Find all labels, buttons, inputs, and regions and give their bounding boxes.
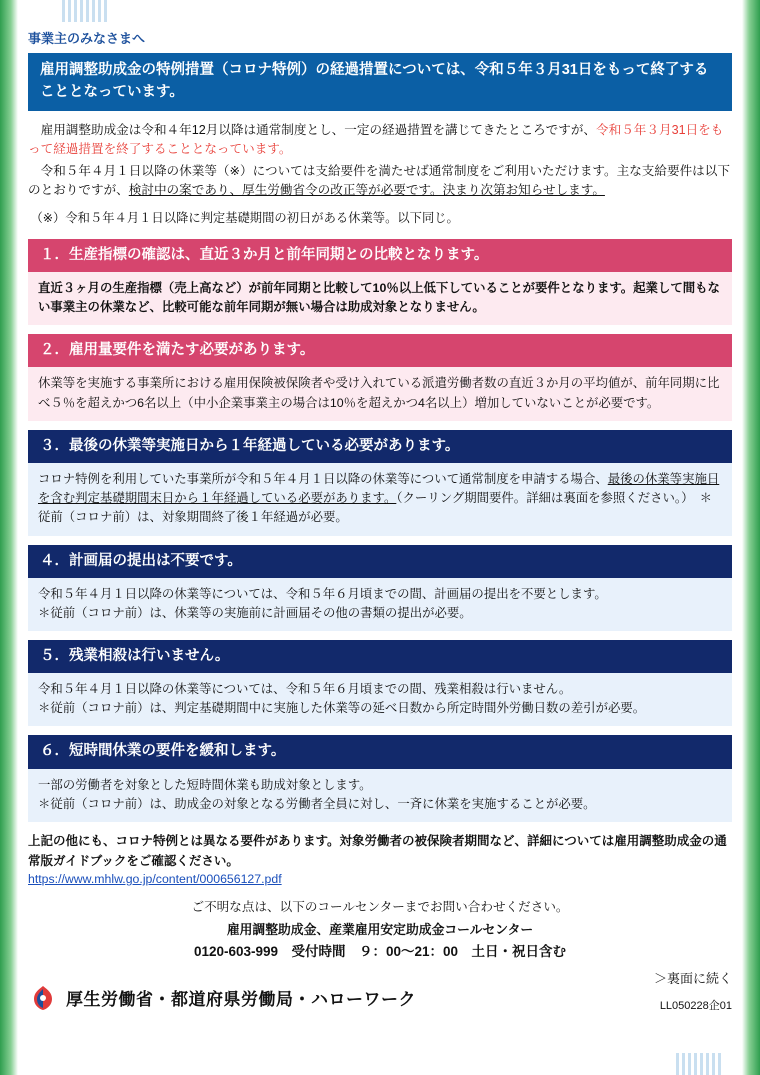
- section-title: 雇用量要件を満たす必要があります。: [69, 342, 315, 359]
- section-number: ４．: [40, 552, 69, 569]
- section-heading: [28, 239, 732, 272]
- mhlw-logo-group: [28, 983, 654, 1013]
- section-title: 生産指標の確認は、直近３か月と前年同期との比較となります。: [69, 247, 489, 263]
- section-heading: [28, 640, 732, 673]
- continue-notice: ＞裏面に続く: [653, 970, 732, 986]
- section-heading: [28, 735, 732, 768]
- decorative-top-pattern: [62, 0, 108, 22]
- section-title: 短時間休業の要件を緩和します。: [69, 743, 286, 760]
- decorative-left-edge: [0, 0, 18, 1075]
- requirement-section: [28, 545, 732, 631]
- section-body: コロナ特例を利用していた事業所が令和５年４月１日以降の休業等について通常制度を申請する場合、最後の休業等実施日を含む判定基礎期間末日から１年経過している必要があります。（クーリング期間要件。詳細は裏面を参照ください。） ＊従前（コロナ前）は、対象期間終了後１年経過が必要。: [28, 463, 732, 536]
- footer-note: 上記の他にも、コロナ特例とは異なる要件があります。対象労働者の被保険者期間など、詳細については雇用調整助成金の通常版ガイドブックをご確認ください。: [28, 833, 727, 868]
- contact-lead: ご不明な点は、以下のコールセンターまでお問い合わせください。: [191, 899, 569, 914]
- requirements-list: [28, 239, 732, 822]
- call-center-tel: 0120-603-999 受付時間 ９：00～21：00 土日・祝日含む: [193, 943, 567, 959]
- section-title: 残業相殺は行いません。: [69, 648, 230, 665]
- audience-lead: 事業主のみなさまへ: [28, 31, 146, 46]
- decorative-bottom-pattern: [676, 1053, 722, 1075]
- section-body: 一部の労働者を対象とした短時間休業も助成対象とします。 ＊従前（コロナ前）は、助成金の対象となる労働者全員に対し、一斉に休業を実施することが必要。: [28, 769, 732, 822]
- mhlw-emblem-icon: [28, 983, 58, 1013]
- contact-block: [28, 896, 732, 960]
- requirement-section: [28, 430, 732, 536]
- document-body: [28, 28, 732, 1013]
- intro-p1-red: 令和５年３月31日をもって経過措置を終了することとなっています。: [28, 122, 724, 157]
- section-title: 計画届の提出は不要です。: [69, 552, 242, 569]
- headline-banner: 雇用調整助成金の特例措置（コロナ特例）の経過措置については、令和５年３月31日をもって終了することとなっています。: [28, 53, 732, 111]
- requirement-section: [28, 735, 732, 821]
- section-body: 令和５年４月１日以降の休業等については、令和５年６月頃までの間、残業相殺は行いません。 ＊従前（コロナ前）は、判定基礎期間中に実施した休業等の延べ日数から所定時間外労働日数の差引が必要。: [28, 673, 732, 726]
- organization-footer: [28, 968, 732, 1013]
- call-center-name: 雇用調整助成金、産業雇用安定助成金コールセンター: [226, 921, 534, 937]
- footer-right: [654, 968, 732, 1013]
- intro-note: （※）令和５年４月１日以降に判定基礎期間の初日がある休業等。以下同じ。: [30, 210, 459, 225]
- section-title: 最後の休業等実施日から１年経過している必要があります。: [69, 437, 460, 454]
- intro-p1-text: 雇用調整助成金は令和４年12月以降は通常制度とし、一定の経過措置を講じてきたところですが、: [40, 122, 597, 137]
- requirement-section: [28, 334, 732, 420]
- section-heading: [28, 430, 732, 463]
- section-heading: [28, 545, 732, 578]
- intro-p2-text: 令和５年４月１日以降の休業等（※）については支給要件を満たせば通常制度をご利用いただけます。主な支給要件は以下のとおりですが、: [28, 163, 730, 198]
- section-body: 令和５年４月１日以降の休業等については、令和５年６月頃までの間、計画届の提出を不要とします。 ＊従前（コロナ前）は、休業等の実施前に計画届その他の書類の提出が必要。: [28, 578, 732, 631]
- intro-paragraph-2: [28, 162, 732, 201]
- guidebook-link[interactable]: https://www.mhlw.go.jp/content/000656127.pdf: [28, 871, 282, 886]
- section-number: ３．: [40, 437, 69, 454]
- organization-name: 厚生労働省・都道府県労働局・ハローワーク: [66, 990, 416, 1010]
- intro-paragraph-1: [28, 121, 732, 160]
- section-body: 直近３ヶ月の生産指標（売上高など）が前年同期と比較して10％以上低下していることが要件となります。起業して間もない事業主の休業など、比較可能な前年同期が無い場合は助成対象となりません。: [28, 272, 732, 325]
- section-number: ２．: [40, 342, 69, 359]
- section-heading: [28, 334, 732, 367]
- intro-p2-underline: 検討中の案であり、厚生労働省令の改正等が必要です。決まり次第お知らせします。: [128, 183, 605, 198]
- requirement-section: [28, 239, 732, 325]
- requirement-section: [28, 640, 732, 726]
- document-code: LL050228企01: [659, 999, 732, 1012]
- section-body: 休業等を実施する事業所における雇用保険被保険者や受け入れている派遣労働者数の直近３か月の平均値が、前年同期に比べ５％を超えかつ6名以上（中小企業事業主の場合は10％を超えかつ4名以上）増加していないことが必要です。: [28, 367, 732, 420]
- section-number: １．: [40, 247, 69, 263]
- decorative-right-edge: [742, 0, 760, 1075]
- section-number: ５．: [40, 648, 69, 665]
- section-number: ６．: [40, 743, 69, 760]
